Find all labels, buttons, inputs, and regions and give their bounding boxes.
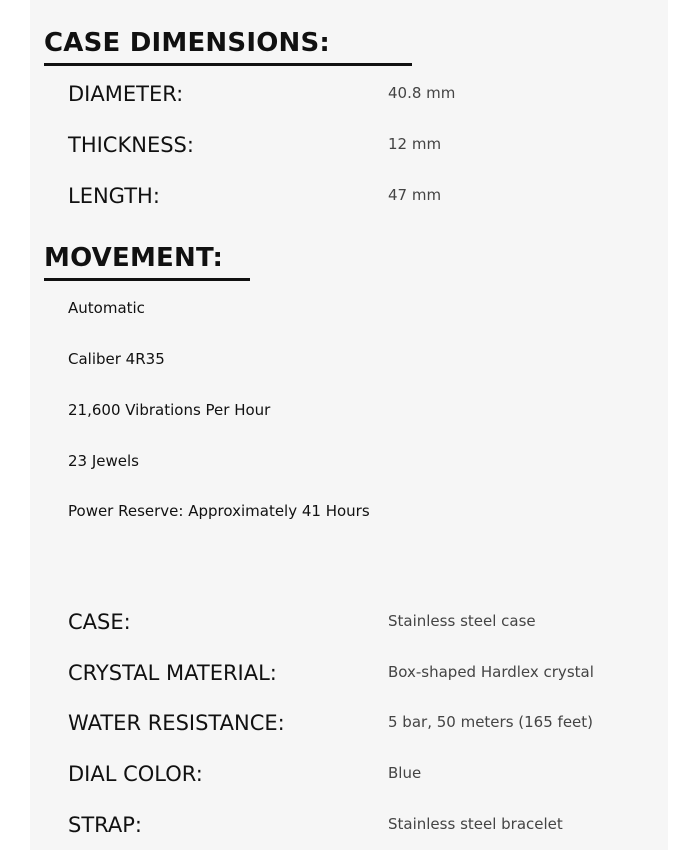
spec-value-diameter: 40.8 mm <box>388 84 456 102</box>
spec-label-case: CASE: <box>68 610 131 634</box>
movement-item-jewels: 23 Jewels <box>68 452 139 470</box>
spec-value-water-resistance: 5 bar, 50 meters (165 feet) <box>388 713 594 731</box>
movement-heading-underline <box>44 278 250 281</box>
spec-label-water-resistance: WATER RESISTANCE: <box>68 711 285 735</box>
spec-value-thickness: 12 mm <box>388 135 442 153</box>
spec-value-strap: Stainless steel bracelet <box>388 815 563 833</box>
movement-item-type: Automatic <box>68 299 145 317</box>
spec-value-length: 47 mm <box>388 186 442 204</box>
spec-label-thickness: THICKNESS: <box>68 133 194 157</box>
spec-value-crystal-material: Box-shaped Hardlex crystal <box>388 663 594 681</box>
spec-label-crystal-material: CRYSTAL MATERIAL: <box>68 661 277 685</box>
spec-label-dial-color: DIAL COLOR: <box>68 762 203 786</box>
spec-label-strap: STRAP: <box>68 813 143 837</box>
spec-label-diameter: DIAMETER: <box>68 82 184 106</box>
spec-value-dial-color: Blue <box>388 764 422 782</box>
case-dimensions-heading: CASE DIMENSIONS: <box>44 28 330 58</box>
spec-value-case: Stainless steel case <box>388 612 536 630</box>
movement-item-power-reserve: Power Reserve: Approximately 41 Hours <box>68 502 370 520</box>
spec-label-length: LENGTH: <box>68 184 160 208</box>
case-dimensions-heading-underline <box>44 63 412 66</box>
movement-heading: MOVEMENT: <box>44 243 224 273</box>
movement-item-vibrations: 21,600 Vibrations Per Hour <box>68 401 271 419</box>
movement-item-caliber: Caliber 4R35 <box>68 350 165 368</box>
